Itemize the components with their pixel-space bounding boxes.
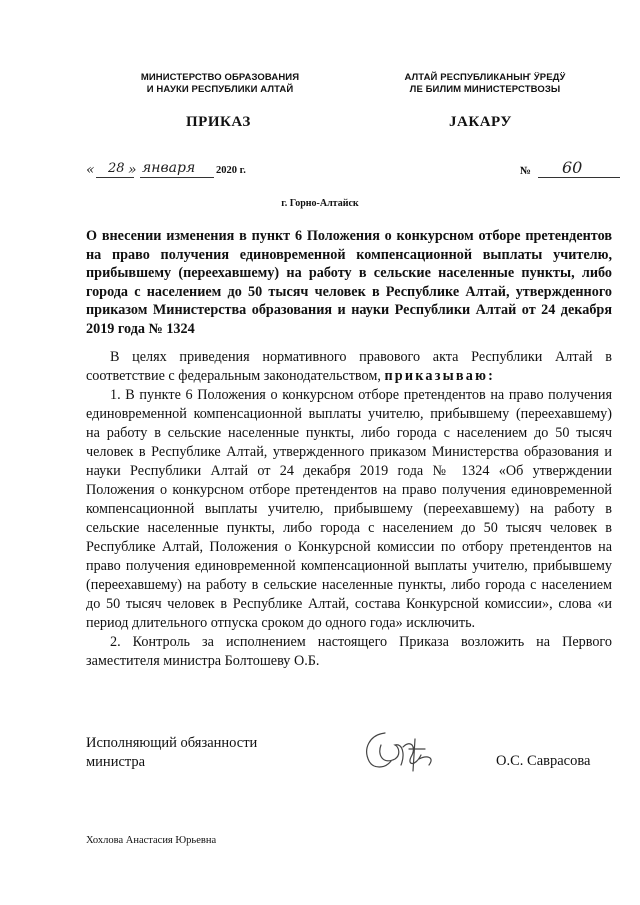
date-month-underline <box>140 177 214 178</box>
executor-name: Хохлова Анастасия Юрьевна <box>86 835 217 846</box>
date-day-underline <box>96 177 134 178</box>
ministry-name-alt <box>385 72 585 96</box>
order-word-alt: JАКАРУ <box>449 114 512 130</box>
date-month: января <box>142 160 196 176</box>
date-day: 28 <box>108 161 125 176</box>
order-number <box>520 160 620 182</box>
number-underline <box>538 177 620 178</box>
number-value: 60 <box>562 158 583 177</box>
date-open-quote: « <box>86 162 95 178</box>
ministry-name-alt-line2: ЛЕ БИЛИМ МИНИСТЕРСТВОЗЫ <box>409 84 561 95</box>
order-word-ru: ПРИКАЗ <box>186 114 251 130</box>
city: г. Горно-Алтайск <box>281 198 359 209</box>
ministry-name-ru-line2: И НАУКИ РЕСПУБЛИКИ АЛТАЙ <box>146 84 294 95</box>
ministry-name-alt-line1: АЛТАЙ РЕСПУБЛИКАНЫҤ ӰРЕДӰ <box>404 72 566 83</box>
order-body <box>86 348 612 671</box>
decree-word: приказываю: <box>384 368 496 384</box>
date-year: 2020 г. <box>216 165 246 176</box>
intro-paragraph <box>86 348 612 386</box>
intro-text: В целях приведения нормативного правового акта Республики Алтай в соответствие с федеральным законодательством, <box>86 349 612 384</box>
ministry-name-ru-line1: МИНИСТЕРСТВО ОБРАЗОВАНИЯ <box>140 72 300 83</box>
signatory-name: О.С. Саврасова <box>496 753 591 769</box>
date-close-quote: » <box>128 162 137 178</box>
item-1-paragraph: 1. В пункте 6 Положения о конкурсном отборе претендентов на право получения единовременной компенсационной выплаты учителю, прибывшему (переехавшему) на работу в сельские населенные пункты, либо города с населением до 50 тысяч человек в Республике Алтай, утвержденного приказом Министерства образования и науки Республики Алтай от 24 декабря 2019 года № 1324 «Об утверждении Положения о конкурсном отборе претендентов на право получения единовременной компенсационной выплаты учителю, прибывшему (переехавшему) на работу в сельские населенные пункты, либо города с населением до 50 тысяч человек в Республике Алтай, Положения о Конкурсной комиссии по отбору претендентов на право получения единовременной компенсационной выплаты учителю, прибывшему (переехавшему) на работу в сельские населенные пункты, либо города с населением до 50 тысяч человек в Республике Алтай, состава Конкурсной комиссии», слова «и период длительного отпуска сроком до одного года» исключить. <box>86 387 612 631</box>
number-label: № <box>520 165 532 177</box>
handwritten-signature <box>355 725 445 777</box>
item-2-paragraph: 2. Контроль за исполнением настоящего Приказа возложить на Первого заместителя министра Болтошеву О.Б. <box>86 634 612 669</box>
signatory-position-line1: Исполняющий обязанности <box>86 735 258 751</box>
ministry-name-ru <box>120 72 320 96</box>
signatory-position-line2: министра <box>86 754 146 770</box>
order-title: О внесении изменения в пункт 6 Положения о конкурсном отборе претендентов на право получения единовременной компенсационной выплаты учителю, прибывшему (переехавшему) на работу в сельские населенные пункты, либо города с населением до 50 тысяч человек в Республике Алтай, утвержденного приказом Министерства образования и науки Республики Алтай от 24 декабря 2019 года № 1324 <box>86 228 612 337</box>
signatory-position <box>86 734 257 772</box>
order-date <box>86 160 286 182</box>
